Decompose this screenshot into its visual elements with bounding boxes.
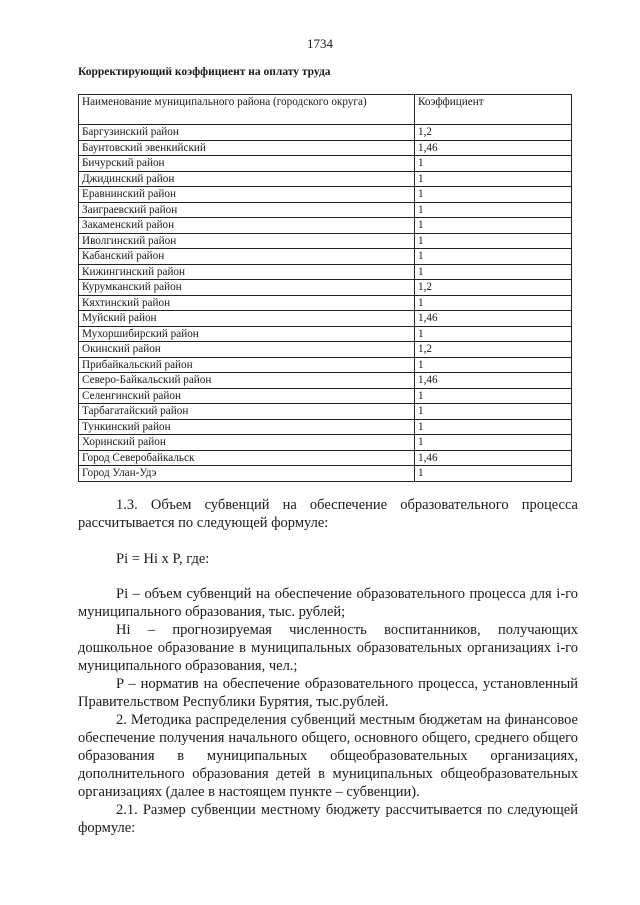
district-name-cell: Баргузинский район bbox=[79, 125, 415, 141]
coefficient-cell: 1,2 bbox=[415, 342, 572, 358]
coefficient-cell: 1 bbox=[415, 357, 572, 373]
coefficient-cell: 1,46 bbox=[415, 450, 572, 466]
district-name-cell: Город Улан-Удэ bbox=[79, 466, 415, 482]
district-name-cell: Тарбагатайский район bbox=[79, 404, 415, 420]
table-row bbox=[79, 187, 572, 203]
definitions bbox=[78, 585, 578, 837]
district-name-cell: Бичурский район bbox=[79, 156, 415, 172]
district-name-cell: Кабанский район bbox=[79, 249, 415, 265]
district-name-cell: Селенгинский район bbox=[79, 388, 415, 404]
header-district: Наименование муниципального района (городского округа) bbox=[79, 95, 415, 125]
coefficient-cell: 1 bbox=[415, 404, 572, 420]
coefficient-cell: 1,46 bbox=[415, 373, 572, 389]
district-name-cell: Курумканский район bbox=[79, 280, 415, 296]
district-name-cell: Прибайкальский район bbox=[79, 357, 415, 373]
district-name-cell: Тункинский район bbox=[79, 419, 415, 435]
district-name-cell: Мухоршибирский район bbox=[79, 326, 415, 342]
table-row bbox=[79, 435, 572, 451]
district-name-cell: Еравнинский район bbox=[79, 187, 415, 203]
table-header-row bbox=[79, 95, 572, 125]
definition-pi: Pi – объем субвенций на обеспечение образовательного процесса для i-го муниципального образования, тыс. рублей; bbox=[78, 586, 578, 620]
table-row bbox=[79, 202, 572, 218]
district-name-cell: Окинский район bbox=[79, 342, 415, 358]
district-name-cell: Северо-Байкальский район bbox=[79, 373, 415, 389]
definition-p: P – норматив на обеспечение образовательного процесса, установленный Правительством Республики Бурятия, тыс.рублей. bbox=[78, 676, 578, 710]
district-name-cell: Кижингинский район bbox=[79, 264, 415, 280]
table-row bbox=[79, 388, 572, 404]
table-title: Корректирующий коэффициент на оплату труда bbox=[78, 66, 331, 78]
coefficient-cell: 1 bbox=[415, 419, 572, 435]
district-name-cell: Город Северобайкальск bbox=[79, 450, 415, 466]
table-row bbox=[79, 264, 572, 280]
table-row bbox=[79, 450, 572, 466]
coefficient-cell: 1 bbox=[415, 326, 572, 342]
formula: Pi = Hi x P, где: bbox=[116, 551, 210, 567]
table-row bbox=[79, 373, 572, 389]
table-row bbox=[79, 233, 572, 249]
coefficient-cell: 1 bbox=[415, 435, 572, 451]
paragraph-2-1: 2.1. Размер субвенции местному бюджету рассчитывается по следующей формуле: bbox=[78, 802, 578, 836]
coefficient-cell: 1,46 bbox=[415, 140, 572, 156]
district-name-cell: Иволгинский район bbox=[79, 233, 415, 249]
table-row bbox=[79, 295, 572, 311]
table-row bbox=[79, 156, 572, 172]
table-row bbox=[79, 342, 572, 358]
district-name-cell: Заиграевский район bbox=[79, 202, 415, 218]
district-name-cell: Закаменский район bbox=[79, 218, 415, 234]
paragraph-1-3: 1.3. Объем субвенций на обеспечение образовательного процесса рассчитывается по следующей формуле: bbox=[78, 497, 578, 531]
table-row bbox=[79, 171, 572, 187]
page-number: 1734 bbox=[307, 36, 333, 51]
header-coefficient: Коэффициент bbox=[415, 95, 572, 125]
paragraph-2: 2. Методика распределения субвенций местным бюджетам на финансовое обеспечение получения начального общего, основного общего, среднего общего образования в муниципальных общеобразовательных организациях, дополнительного образования детей в муниципальных общеобразовательных организациях (далее в настоящем пункте – субвенции). bbox=[78, 712, 578, 800]
table-row bbox=[79, 140, 572, 156]
table-row bbox=[79, 218, 572, 234]
coefficient-cell: 1,46 bbox=[415, 311, 572, 327]
table-row bbox=[79, 419, 572, 435]
coefficient-table bbox=[78, 94, 572, 482]
coefficient-cell: 1 bbox=[415, 264, 572, 280]
table-row bbox=[79, 249, 572, 265]
district-name-cell: Кяхтинский район bbox=[79, 295, 415, 311]
coefficient-cell: 1,2 bbox=[415, 125, 572, 141]
definition-hi: Hi – прогнозируемая численность воспитанников, получающих дошкольное образование в муниципальных образовательных организациях i-го муниципального образования, чел.; bbox=[78, 622, 578, 674]
table-row bbox=[79, 280, 572, 296]
table-row bbox=[79, 466, 572, 482]
coefficient-cell: 1 bbox=[415, 388, 572, 404]
district-name-cell: Муйский район bbox=[79, 311, 415, 327]
coefficient-cell: 1 bbox=[415, 295, 572, 311]
coefficient-cell: 1 bbox=[415, 466, 572, 482]
table-row bbox=[79, 404, 572, 420]
district-name-cell: Баунтовский эвенкийский bbox=[79, 140, 415, 156]
district-name-cell: Хоринский район bbox=[79, 435, 415, 451]
table-row bbox=[79, 326, 572, 342]
coefficient-cell: 1 bbox=[415, 218, 572, 234]
coefficient-cell: 1 bbox=[415, 171, 572, 187]
coefficient-cell: 1 bbox=[415, 187, 572, 203]
coefficient-cell: 1 bbox=[415, 156, 572, 172]
table-row bbox=[79, 357, 572, 373]
coefficient-cell: 1,2 bbox=[415, 280, 572, 296]
coefficient-cell: 1 bbox=[415, 249, 572, 265]
coefficient-cell: 1 bbox=[415, 202, 572, 218]
district-name-cell: Джидинский район bbox=[79, 171, 415, 187]
table-row bbox=[79, 125, 572, 141]
coefficient-cell: 1 bbox=[415, 233, 572, 249]
table-row bbox=[79, 311, 572, 327]
